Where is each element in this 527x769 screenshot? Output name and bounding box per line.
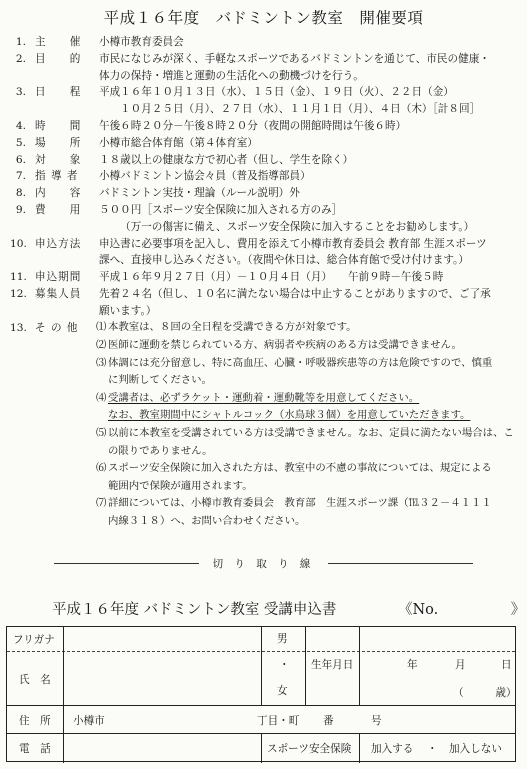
note-item: ⑹ スポーツ安全保険に加入された方は、教室中の不慮の事故については、規定による [96,462,492,475]
insurance-nojoin-option[interactable]: 加入しない [449,743,502,755]
note-continuation: なお、教室期間中にシャトルコック（水鳥球３個）を用意していただきます。 [108,409,471,422]
divider [359,733,360,763]
page-title: 平成１６年度 バドミントン教室 開催要項 [103,9,424,27]
birthdate-label: 生年月日 [311,659,354,671]
note-item: ⑺ 詳細については、小樽市教育委員会 教育部 生涯スポーツ課（℡３２－４１１１ [96,497,492,510]
note-continuation: の限りでありません。 [108,444,213,457]
birth-month-label: 月 [455,659,466,671]
list-item: 1. 主 催 小樽市教育委員会 [15,36,184,48]
list-item-continuation: 体力の保持・増進と運動の生活化への動機づけを行う。 [99,69,364,82]
address-go-label: 号 [371,715,382,727]
list-item-continuation: 課へ、直接申し込みください。（夜間や休日は、総合体育館で受け付けます。） [99,254,469,267]
insurance-join-option[interactable]: 加入する [371,743,414,755]
divider [328,563,473,564]
birth-day-label: 日 [501,659,512,671]
address-banchi-label: 番 [323,715,334,727]
list-item-continuation: （万一の傷害に備え、スポーツ安全保険に加入することをお勧めします。） [120,220,475,233]
note-item: ⑸ 以前に本教室を受講されている方は受講できません。なお、定員に満たない場合は、こ [96,426,514,439]
address-label: 住 所 [19,715,51,727]
divider [54,563,199,564]
list-item-continuation: 願います。） [99,304,157,317]
form-number: 《No. 》 [398,602,526,618]
note-item: ⑶ 体調には充分留意し、特に高血圧、心臓・呼吸器疾患等の方は危険ですので、慎重 [96,356,493,369]
gender-dot: ・ [279,659,290,671]
gender-female[interactable]: 女 [277,685,288,697]
list-item: 13. そ の 他 [10,321,79,334]
address-city: 小樽市 [73,715,105,727]
list-item-continuation: １０月２５日（月）、２７日（水）、１１月１日（月）、４日（木）［計８回］ [120,103,481,116]
list-item: 2. 目 的 市民になじみが深く、手軽なスポーツであるバドミントンを通じて、市民の健康・ [15,52,490,65]
form-title: 平成１６年度 バドミントン教室 受講申込書 [52,602,337,618]
cut-line [40,556,487,570]
phone-label: 電 話 [19,743,51,755]
note-continuation: 範囲内で保険が適用されます。 [108,479,253,492]
divider [63,733,64,763]
list-item: 6. 対 象 １８歳以上の健康な方で初心者（但し、学生を除く） [15,153,354,166]
note-item: ⑷ 受講者は、必ずラケット・運動着・運動靴等を用意してください。 [96,391,420,404]
divider [261,627,262,705]
divider [261,733,262,763]
divider [305,627,306,705]
furigana-label: フリガナ [13,634,55,646]
insurance-separator: ・ [427,743,438,755]
list-item: 12. 募集人員 先着２４名（但し、１０名に満たない場合は中止することがありますので、ご了承 [10,287,491,300]
insurance-label: スポーツ安全保険 [267,743,352,755]
list-item: 9. 費 用 ５００円［スポーツ安全保険に加入される方のみ］ [15,203,343,216]
divider [7,705,515,706]
divider [63,627,64,705]
other-notes [10,319,522,530]
list-item: 4. 時 間 午後６時２０分－午後８時２０分（夜間の開館時間は午後６時） [15,119,407,132]
address-chome-label: 丁目・町 [257,715,300,727]
divider [359,627,360,705]
gender-male[interactable]: 男 [277,633,288,645]
list-item: 3. 日 程 平成１６年１０月１３日（水）、１５日（金）、１９日（火）、２２日（金） [15,86,454,99]
list-item: 8. 内 容 バドミントン実技・理論（ルール説明）外 [15,187,300,200]
age-label: （ 歳） [453,687,517,699]
birth-year-label: 年 [407,659,418,671]
note-item: ⑴ 本教室は、８回の全日程を受講できる方が対象です。 [96,321,357,334]
application-form [6,626,516,762]
note-item: ⑵ 医師に運動を禁じられている方、病弱者や疾病のある方は受講できません。 [96,338,462,351]
divider [63,705,64,733]
list-item: 10. 申込方法 申込書に必要事項を記入し、費用を添えて小樽市教育委員会 教育部 生涯スポーツ [10,237,487,250]
list-item: 5. 場 所 小樽市総合体育館（第４体育室） [15,136,258,149]
note-continuation: 内線３１８）へ、お問い合わせください。 [108,514,306,527]
note-continuation: に判断してください。 [108,374,212,387]
list-item: 11. 申込期間 平成１６年９月２７日（月）－１０月４日（月） 午前９時－午後５時 [10,271,444,284]
guidelines-list [10,34,522,530]
list-item: 7. 指 導 者 小樽バドミントン協会々員（普及指導部員） [15,170,311,183]
cut-line-label: 切 り 取 り 線 [212,557,315,570]
name-label: 氏 名 [19,674,51,686]
